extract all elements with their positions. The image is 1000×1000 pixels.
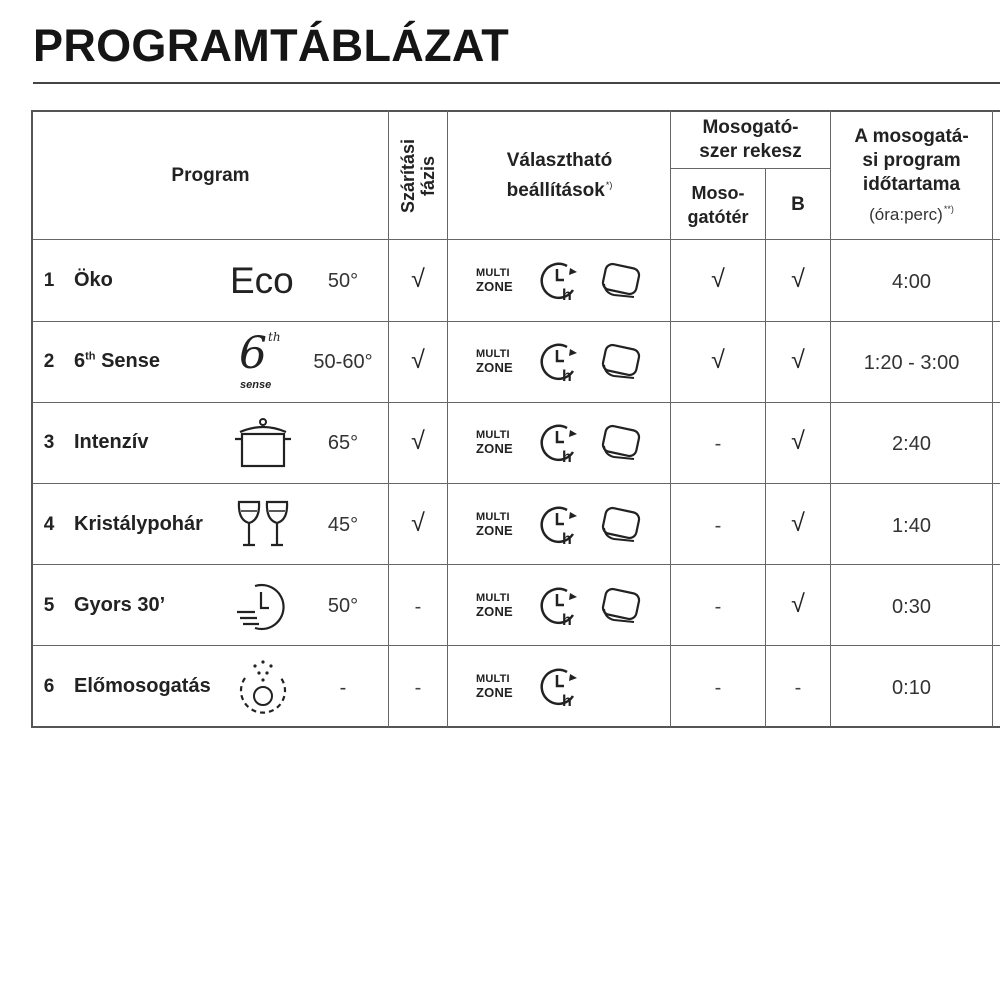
program-name: Előmosogatás [74, 675, 211, 697]
tablet-icon [598, 504, 644, 546]
multizone-icon: MULTI ZONE [476, 511, 513, 538]
multizone-icon: MULTI ZONE [476, 592, 513, 619]
wine-glasses-icon [234, 498, 294, 550]
program-number: 1 [43, 270, 55, 291]
title-divider [33, 82, 1000, 84]
header-bottom-border [31, 239, 1000, 240]
delay-timer-icon [537, 258, 583, 304]
detergent-header-divider [670, 168, 830, 169]
program-name: Intenzív [74, 431, 149, 453]
row-divider [31, 483, 1000, 484]
program-name: Kristálypohár [74, 513, 203, 535]
drying-phase-value: - [414, 596, 422, 618]
tablet-icon [598, 341, 644, 383]
detergent-b-header: B [791, 193, 805, 215]
program-number: 6 [43, 676, 55, 697]
duration-column-header [831, 112, 992, 239]
drying-phase-value: - [414, 677, 422, 699]
row-divider [31, 645, 1000, 646]
detergent-b-value: √ [791, 346, 805, 374]
delay-timer-icon [537, 502, 583, 548]
detergent-main-value: - [714, 596, 722, 618]
program-name: 6th Sense [74, 350, 160, 372]
pot-icon [232, 414, 294, 470]
detergent-b-value: - [794, 677, 802, 699]
options-footnote-mark: *) [605, 179, 613, 190]
svg-text:h: h [562, 612, 572, 629]
svg-text:h: h [562, 449, 572, 466]
program-temperature: 65° [327, 432, 359, 454]
detergent-main-line2: gatótér [687, 206, 749, 227]
tablet-icon [598, 585, 644, 627]
program-name: Gyors 30’ [74, 594, 166, 616]
program-column-header: Program [171, 164, 250, 186]
page-title: PROGRAMTÁBLÁZAT [33, 20, 510, 71]
detergent-main-line1: Moso- [691, 182, 745, 203]
6th-sense-icon: 6 th sense [239, 328, 281, 391]
detergent-b-value: √ [791, 509, 805, 537]
quick-wash-icon [233, 580, 293, 634]
program-number: 4 [43, 514, 55, 535]
options-header-line2 [507, 173, 613, 203]
detergent-main-value: √ [711, 265, 725, 293]
row-divider [31, 402, 1000, 403]
detergent-header-line2: szer rekesz [699, 141, 802, 162]
column-divider [992, 110, 993, 727]
program-duration: 0:30 [892, 596, 931, 618]
detergent-column-header [671, 112, 830, 168]
duration-header-line3: időtartama [862, 173, 961, 195]
program-duration: 4:00 [892, 271, 931, 293]
detergent-main-value: - [714, 433, 722, 455]
table-bottom-border [31, 726, 1000, 728]
program-duration: 1:20 - 3:00 [863, 352, 960, 374]
drying-header-line2: fázis [418, 155, 439, 196]
drying-phase-value: √ [411, 427, 425, 455]
delay-timer-icon [537, 339, 583, 385]
duration-header-line4 [869, 197, 954, 227]
delay-timer-icon [537, 583, 583, 629]
multizone-icon: MULTI ZONE [476, 673, 513, 700]
duration-header-line1: A mosogatá- [854, 125, 969, 147]
detergent-main-value: - [714, 515, 722, 537]
program-temperature: 50-60° [313, 351, 373, 373]
eco-icon: Eco [230, 260, 294, 301]
delay-timer-icon [537, 664, 583, 710]
detergent-header-line1: Mosogató- [702, 117, 799, 138]
detergent-b-value: √ [791, 590, 805, 618]
detergent-main-value: √ [711, 346, 725, 374]
detergent-b-value: √ [791, 427, 805, 455]
svg-text:h: h [562, 287, 572, 304]
prewash-icon [235, 656, 291, 716]
options-header-text: beállítások [506, 179, 605, 201]
duration-unit: (óra:perc) [869, 204, 943, 224]
drying-phase-header [389, 112, 447, 239]
options-header-line1: Választható [506, 149, 613, 171]
detergent-main-value: - [714, 677, 722, 699]
multizone-icon: MULTI ZONE [476, 348, 513, 375]
drying-phase-value: √ [411, 509, 425, 537]
tablet-icon [598, 260, 644, 302]
detergent-main-header [671, 170, 765, 239]
program-temperature: - [339, 677, 347, 699]
program-duration: 2:40 [892, 433, 931, 455]
multizone-icon: MULTI ZONE [476, 429, 513, 456]
duration-footnote-mark: **) [943, 203, 954, 214]
program-temperature: 50° [327, 270, 359, 292]
row-divider [31, 321, 1000, 322]
drying-header-line1: Szárítási [398, 138, 419, 213]
options-column-header [449, 112, 670, 239]
program-name: Öko [74, 269, 113, 291]
svg-text:h: h [562, 368, 572, 385]
program-duration: 1:40 [892, 515, 931, 537]
row-divider [31, 564, 1000, 565]
program-number: 5 [43, 595, 55, 616]
program-duration: 0:10 [892, 677, 931, 699]
program-number: 2 [43, 351, 55, 372]
drying-phase-value: √ [411, 346, 425, 374]
detergent-b-value: √ [791, 265, 805, 293]
program-temperature: 50° [327, 595, 359, 617]
svg-text:h: h [562, 693, 572, 710]
program-temperature: 45° [327, 514, 359, 536]
drying-phase-value: √ [411, 265, 425, 293]
multizone-icon: MULTI ZONE [476, 267, 513, 294]
program-number: 3 [43, 432, 55, 453]
svg-text:h: h [562, 531, 572, 548]
column-divider [447, 110, 448, 727]
tablet-icon [598, 422, 644, 464]
duration-header-line2: si program [862, 149, 961, 171]
delay-timer-icon [537, 420, 583, 466]
